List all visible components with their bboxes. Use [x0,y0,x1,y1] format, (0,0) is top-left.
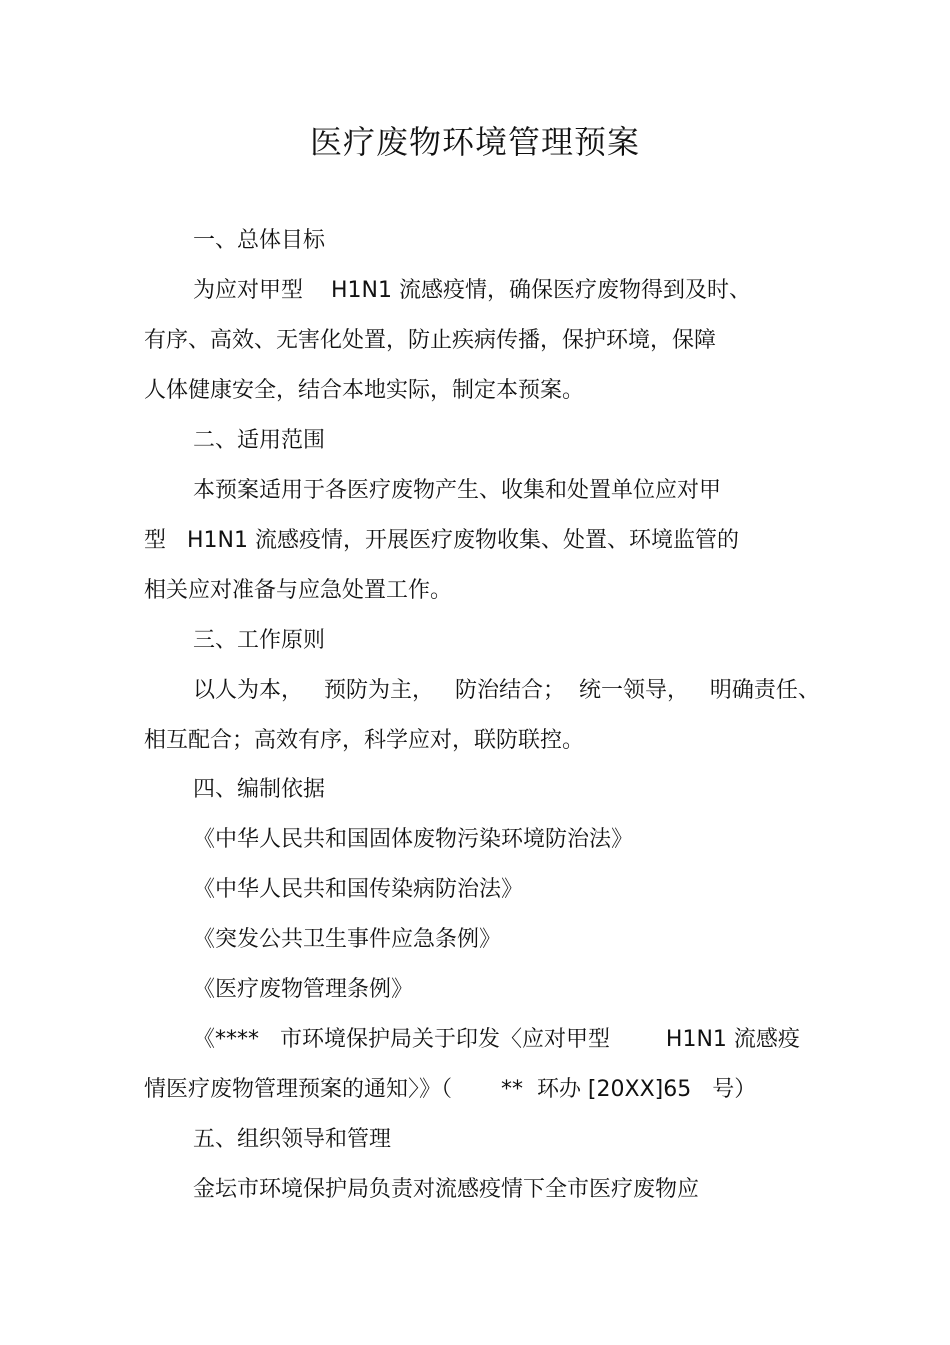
reference-line: 《医疗废物管理条例》 [193,977,414,1002]
paragraph-line: 为应对甲型 H1N1 流感疫情，确保医疗废物得到及时、 [193,278,751,303]
reference-line: 《**** 市环境保护局关于印发〈应对甲型 H1N1 流感疫 [193,1027,800,1052]
section-heading-1: 一、总体目标 [193,228,326,253]
paragraph-line: 以人为本， 预防为主， 防治结合； 统一领导， 明确责任、 [193,678,820,703]
paragraph-line: 金坛市环境保护局负责对流感疫情下全市医疗废物应 [193,1177,700,1202]
reference-line: 《中华人民共和国固体废物污染环境防治法》 [193,827,634,852]
paragraph-line: 有序、高效、无害化处置，防止疾病传播，保护环境，保障 [144,328,717,353]
paragraph-line: 相互配合；高效有序，科学应对，联防联控。 [144,728,585,753]
paragraph-line: 相关应对准备与应急处置工作。 [144,578,453,603]
reference-line: 《突发公共卫生事件应急条例》 [193,927,502,952]
reference-line: 情医疗废物管理预案的通知〉》（ ** 环办 [20XX]65 号） [144,1077,757,1102]
paragraph-line: 人体健康安全，结合本地实际，制定本预案。 [144,378,585,403]
section-heading-5: 五、组织领导和管理 [193,1127,392,1152]
reference-line: 《中华人民共和国传染病防治法》 [193,877,524,902]
section-heading-3: 三、工作原则 [193,628,326,653]
paragraph-line: 型 H1N1 流感疫情，开展医疗废物收集、处置、环境监管的 [144,528,739,553]
section-heading-4: 四、编制依据 [193,777,326,802]
section-heading-2: 二、适用范围 [193,428,326,453]
paragraph-line: 本预案适用于各医疗废物产生、收集和处置单位应对甲 [193,478,722,503]
document-title: 医疗废物环境管理预案 [309,123,640,161]
